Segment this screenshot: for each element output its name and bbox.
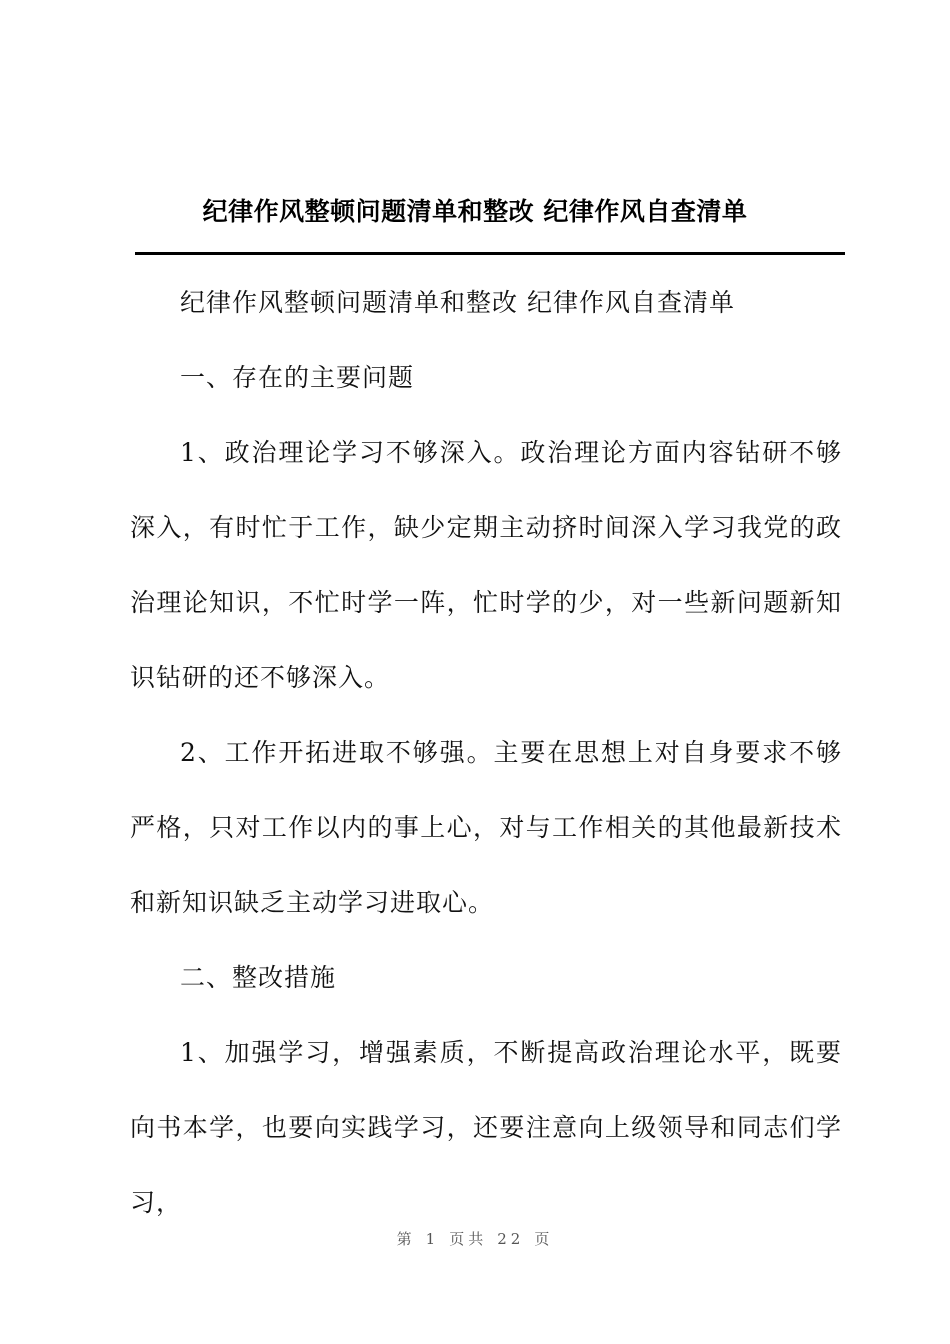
footer-page-mid: 页共 bbox=[449, 1230, 488, 1248]
page-title: 纪律作风整顿问题清单和整改 纪律作风自查清单 bbox=[202, 197, 748, 226]
footer-page-label: 第 bbox=[396, 1230, 416, 1248]
document-body bbox=[130, 265, 842, 1240]
footer-total-pages: 22 bbox=[497, 1230, 525, 1248]
section-heading-problems: 一、存在的主要问题 bbox=[180, 363, 415, 392]
title-divider bbox=[135, 252, 845, 255]
body-paragraph-problem-2: 2、工作开拓进取不够强。主要在思想上对自身要求不够严格，只对工作以内的事上心，对与工作相关的其他最新技术和新知识缺乏主动学习进取心。 bbox=[130, 738, 842, 917]
body-paragraph-heading: 纪律作风整顿问题清单和整改 纪律作风自查清单 bbox=[180, 288, 735, 317]
page-footer bbox=[0, 1228, 950, 1250]
footer-page-number: 1 bbox=[425, 1230, 440, 1248]
body-paragraph-problem-1: 1、政治理论学习不够深入。政治理论方面内容钻研不够深入，有时忙于工作，缺少定期主动挤时间深入学习我党的政治理论知识，不忙时学一阵，忙时学的少，对一些新问题新知识钻研的还不够深入。 bbox=[130, 438, 842, 692]
body-paragraph-measure-1: 1、加强学习，增强素质，不断提高政治理论水平，既要向书本学，也要向实践学习，还要注意向上级领导和同志们学习， bbox=[130, 1038, 842, 1217]
footer-page-suffix: 页 bbox=[534, 1230, 554, 1248]
section-heading-measures: 二、整改措施 bbox=[180, 963, 337, 992]
